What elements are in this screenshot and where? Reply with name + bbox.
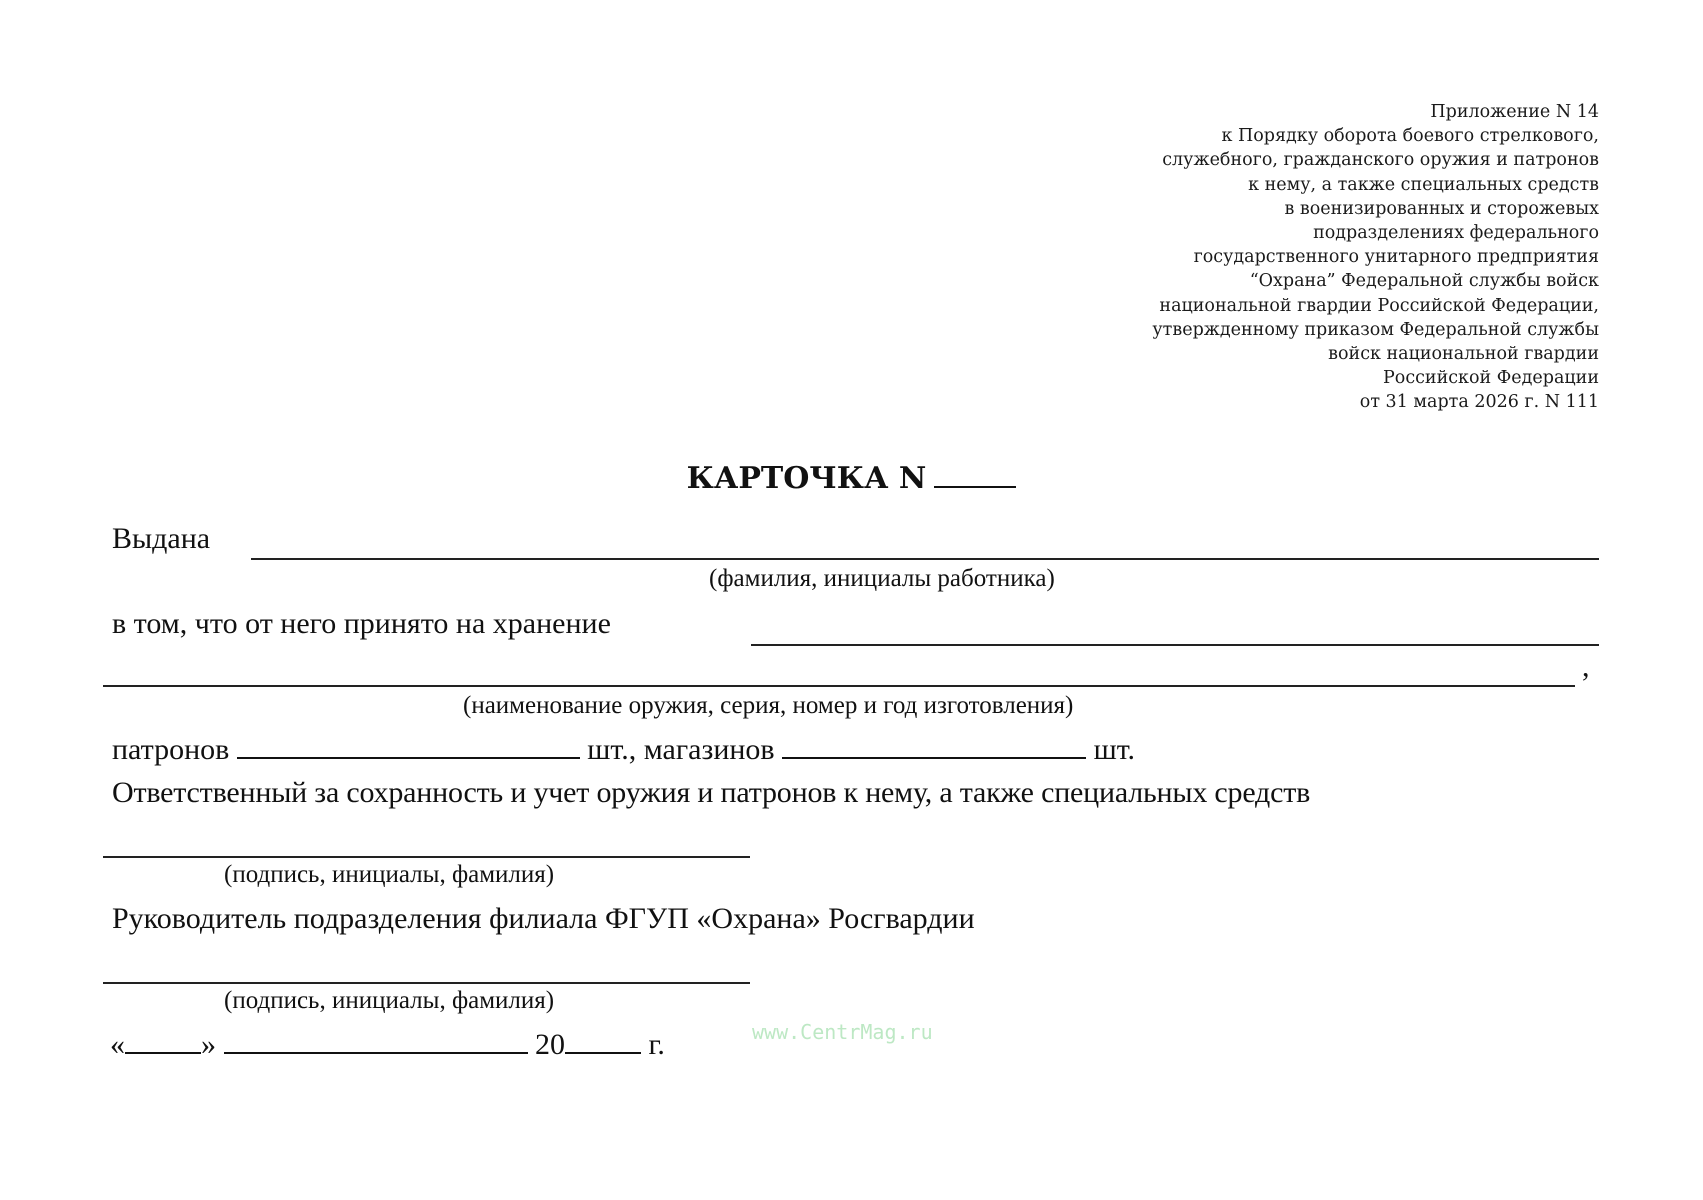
date-month-field[interactable] [224, 1028, 528, 1054]
appendix-line: от 31 марта 2026 г. N 111 [1359, 392, 1599, 413]
appendix-line: Приложение N 14 [1430, 102, 1599, 122]
signature-caption-2: (подпись, инициалы, фамилия) [224, 987, 555, 1014]
weapon-field-1[interactable] [751, 644, 1599, 646]
storage-comma: , [1582, 650, 1590, 683]
appendix-line: Российской Федерации [1383, 368, 1599, 389]
head-signature-field[interactable] [103, 982, 750, 984]
cartridges-label: патронов [112, 733, 230, 766]
date-day-field[interactable] [125, 1028, 201, 1054]
appendix-line: подразделениях федерального [1313, 223, 1599, 244]
appendix-line: национальной гвардии Российской Федерации, [1159, 295, 1599, 316]
signature-caption-1: (подпись, инициалы, фамилия) [224, 861, 555, 888]
date-year-suffix: г. [648, 1028, 665, 1061]
date-row [110, 1028, 665, 1062]
issued-label: Выдана [112, 522, 211, 555]
weapon-caption: (наименование оружия, серия, номер и год изготовления) [463, 692, 1074, 719]
responsible-label: Ответственный за сохранность и учет оружия и патронов к нему, а также специальных средств [112, 776, 1311, 809]
responsible-signature-field[interactable] [103, 856, 750, 858]
weapon-field-2[interactable] [103, 685, 1575, 687]
appendix-line: войск национальной гвардии [1328, 344, 1599, 365]
appendix-line: к Порядку оборота боевого стрелкового, [1221, 126, 1599, 147]
magazines-count-field[interactable] [782, 733, 1086, 759]
pcs-label: шт. [1093, 733, 1136, 766]
appendix-line: в военизированных и сторожевых [1284, 198, 1599, 219]
watermark: www.CentrMag.ru [752, 1020, 933, 1044]
storage-label: в том, что от него принято на хранение [112, 607, 611, 640]
date-year-field[interactable] [565, 1028, 641, 1054]
head-label: Руководитель подразделения филиала ФГУП «Охрана» Росгвардии [112, 902, 975, 935]
appendix-line: к нему, а также специальных средств [1248, 174, 1599, 195]
issued-caption: (фамилия, инициалы работника) [709, 565, 1055, 592]
card-title-text: КАРТОЧКА N [686, 461, 927, 496]
appendix-line: государственного унитарного предприятия [1193, 247, 1599, 268]
date-open-quote: « [110, 1028, 125, 1061]
cartridges-count-field[interactable] [237, 733, 580, 759]
quantities-row [112, 733, 1135, 767]
appendix-line: служебного, гражданского оружия и патронов [1162, 150, 1599, 171]
issued-name-field[interactable] [251, 558, 1599, 560]
appendix-header [1152, 100, 1599, 415]
appendix-line: утвержденному приказом Федеральной службы [1152, 319, 1599, 340]
pcs-magazines-label: шт., магазинов [587, 733, 775, 766]
date-year-prefix: 20 [535, 1028, 565, 1061]
date-close-quote: » [201, 1028, 216, 1061]
appendix-line: “Охрана” Федеральной службы войск [1249, 271, 1599, 292]
card-number-field[interactable] [934, 460, 1016, 488]
card-title [0, 460, 1703, 496]
